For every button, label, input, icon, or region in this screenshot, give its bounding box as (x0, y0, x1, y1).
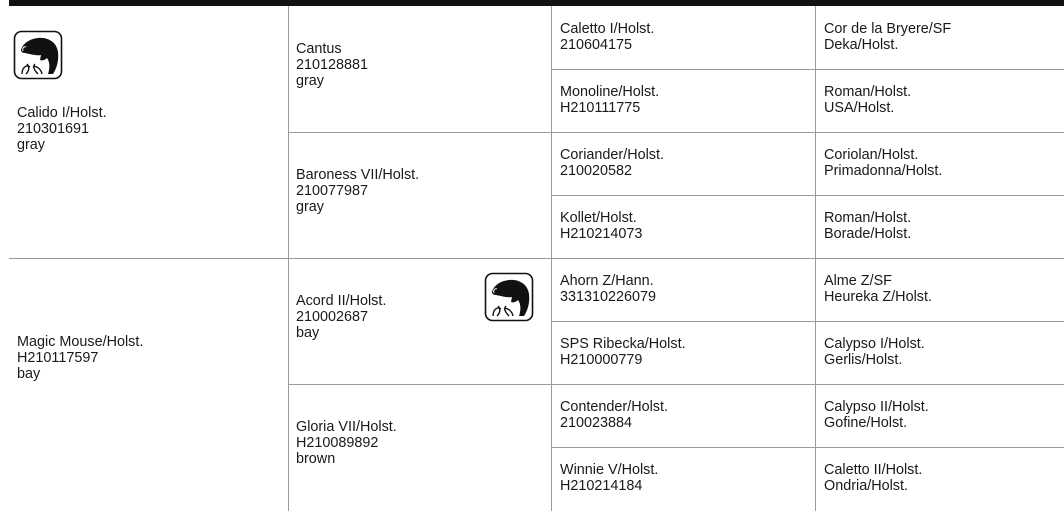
fourth-generation-entry (824, 273, 932, 305)
great-grandparent-entry (560, 462, 658, 494)
sire-name: Calypso I/Holst. (824, 336, 925, 352)
horse-number: H210214184 (560, 478, 643, 494)
horse-name: Ahorn Z/Hann. (560, 273, 654, 289)
horse-number: 210002687 (296, 309, 369, 325)
sire-entry (17, 105, 107, 153)
sire-name: Alme Z/SF (824, 273, 892, 289)
horse-name: Gloria VII/Holst. (296, 419, 397, 435)
great-grandparent-entry (560, 336, 686, 368)
dam-name: Borade/Holst. (824, 226, 912, 242)
great-grandparent-entry (560, 399, 668, 431)
row-divider (288, 132, 1064, 133)
row-divider (551, 447, 1064, 448)
horse-name: Calido I/Holst. (17, 105, 107, 121)
holsteiner-brand-icon (484, 272, 534, 322)
horse-name: Magic Mouse/Holst. (17, 334, 144, 350)
great-grandparent-entry (560, 147, 664, 179)
great-grandparent-entry (560, 21, 654, 53)
horse-name: Baroness VII/Holst. (296, 167, 420, 183)
horse-number: H210089892 (296, 435, 379, 451)
top-rule (9, 0, 1064, 6)
grandparent-entry (296, 41, 368, 89)
horse-color: gray (296, 73, 324, 89)
fourth-generation-entry (824, 462, 922, 494)
horse-number: H210214073 (560, 226, 643, 242)
horse-color: bay (17, 366, 41, 382)
sire-name: Calypso II/Holst. (824, 399, 929, 415)
dam-name: Gerlis/Holst. (824, 352, 903, 368)
horse-name: Contender/Holst. (560, 399, 668, 415)
horse-number: 210020582 (560, 163, 633, 179)
horse-color: gray (17, 137, 45, 153)
horse-name: Caletto I/Holst. (560, 21, 655, 37)
row-divider (551, 321, 1064, 322)
horse-name: Acord II/Holst. (296, 293, 387, 309)
horse-name: Winnie V/Holst. (560, 462, 659, 478)
horse-number: H210111775 (560, 100, 641, 116)
sire-name: Cor de la Bryere/SF (824, 21, 952, 37)
fourth-generation-entry (824, 336, 925, 368)
fourth-generation-entry (824, 147, 942, 179)
horse-color: gray (296, 199, 324, 215)
sire-name: Roman/Holst. (824, 84, 912, 100)
row-divider (551, 195, 1064, 196)
grandparent-entry (296, 293, 386, 341)
horse-name: SPS Ribecka/Holst. (560, 336, 686, 352)
dam-name: Deka/Holst. (824, 37, 899, 53)
horse-number: 210023884 (560, 415, 633, 431)
horse-number: 210301691 (17, 121, 90, 137)
grandparent-entry (296, 419, 397, 467)
holsteiner-brand-icon (13, 30, 63, 80)
great-grandparent-entry (560, 273, 656, 305)
great-grandparent-entry (560, 210, 642, 242)
horse-name: Cantus (296, 41, 342, 57)
great-grandparent-entry (560, 84, 659, 116)
dam-name: USA/Holst. (824, 100, 895, 116)
horse-name: Kollet/Holst. (560, 210, 637, 226)
sire-name: Coriolan/Holst. (824, 147, 919, 163)
fourth-generation-entry (824, 21, 951, 53)
fourth-generation-entry (824, 84, 911, 116)
dam-name: Gofine/Holst. (824, 415, 908, 431)
row-divider (9, 258, 1064, 259)
horse-number: 210077987 (296, 183, 369, 199)
sire-name: Roman/Holst. (824, 210, 912, 226)
horse-number: 331310226079 (560, 289, 657, 305)
horse-color: brown (296, 451, 336, 467)
horse-number: 210604175 (560, 37, 633, 53)
horse-color: bay (296, 325, 320, 341)
row-divider (288, 384, 1064, 385)
fourth-generation-entry (824, 210, 911, 242)
horse-name: Coriander/Holst. (560, 147, 664, 163)
grandparent-entry (296, 167, 419, 215)
row-divider (551, 69, 1064, 70)
horse-number: H210000779 (560, 352, 643, 368)
dam-name: Ondria/Holst. (824, 478, 908, 494)
horse-number: 210128881 (296, 57, 369, 73)
dam-entry (17, 334, 143, 382)
horse-name: Monoline/Holst. (560, 84, 660, 100)
dam-name: Primadonna/Holst. (824, 163, 943, 179)
dam-name: Heureka Z/Holst. (824, 289, 932, 305)
horse-number: H210117597 (17, 350, 99, 366)
fourth-generation-entry (824, 399, 929, 431)
sire-name: Caletto II/Holst. (824, 462, 923, 478)
